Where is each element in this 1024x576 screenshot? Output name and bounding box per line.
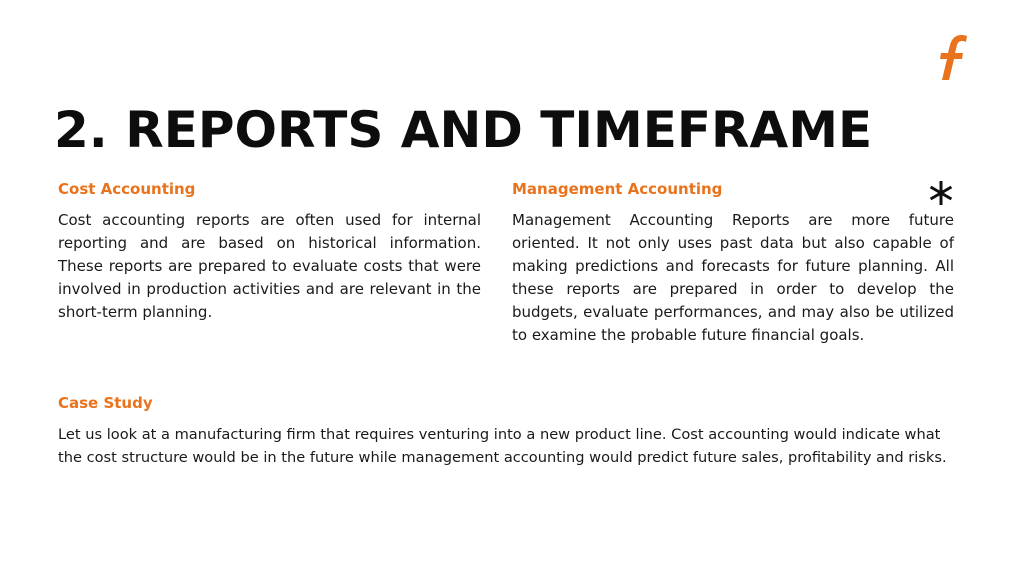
management-accounting-text: Management Accounting Reports are more future oriented. It not only uses past data but also capable of making predictions and forecasts for future planning. All these reports are prepared in order to develop the budgets, evaluate performances, and may also be utilized to examine the probable future financial goals. [512,211,954,344]
cost-accounting-text: Cost accounting reports are often used for internal reporting and are based on historical information. These reports are prepared to evaluate costs that were involved in production activities and are relevant in the short-term planning. [58,211,481,321]
case-study-text: Let us look at a manufacturing firm that requires venturing into a new product line. Cost accounting would indicate what the cost structure would be in the future while management accounting would predict future sales, profitability and risks. [58,426,947,466]
management-accounting-heading: Management Accounting [512,180,723,198]
cost-accounting-heading: Cost Accounting [58,180,196,198]
asterisk-icon [928,180,954,206]
stylized-f-logo-icon [936,32,972,84]
case-study-heading: Case Study [58,394,153,412]
page-title: 2. REPORTS AND TIMEFRAME [54,101,873,159]
